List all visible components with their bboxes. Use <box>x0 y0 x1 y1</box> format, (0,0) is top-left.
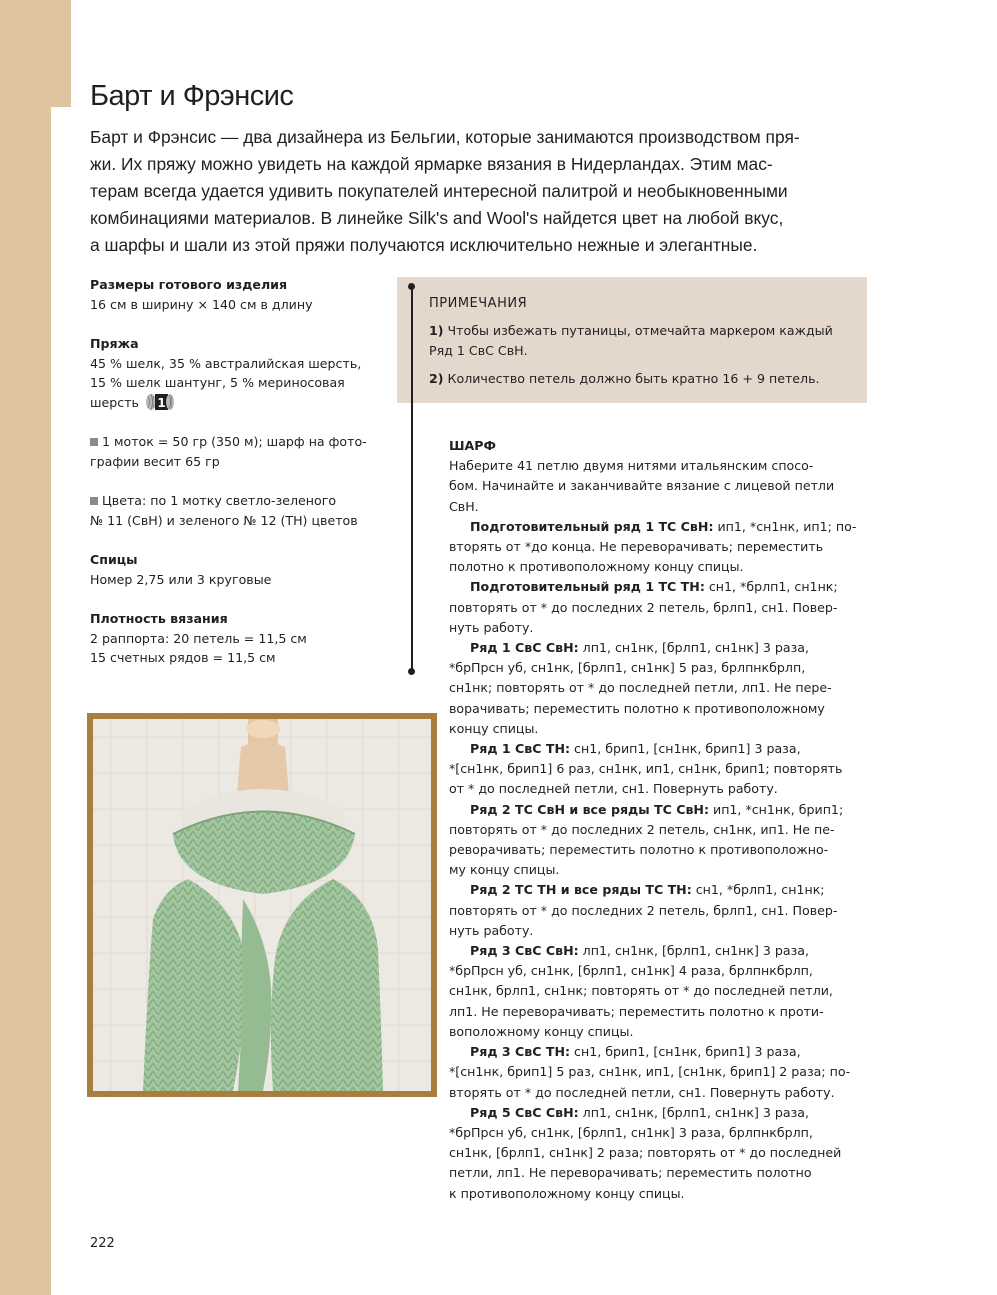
page-title: Барт и Фрэнсис <box>90 80 294 112</box>
needles-block <box>90 550 400 589</box>
yarn-heading: Пряжа <box>90 336 139 351</box>
note-text: Чтобы избежать путаницы, отмечайта маркером каждый <box>447 323 833 338</box>
intro-line: терам всегда удается удивить покупателей интересной палитрой и необыкновенными <box>90 181 788 201</box>
scarf-photo <box>87 713 437 1097</box>
note-text: Ряд 1 СвС СвН. <box>429 342 528 358</box>
scarf-line-text: лп1. Не переворачивать; переместить полотно к проти- <box>449 1003 824 1019</box>
row-label: Ряд 2 ТС ТН и все ряды ТС ТН: <box>470 882 692 898</box>
scarf-line-text: Наберите 41 петлю двумя нитями итальянским спосо- <box>449 458 814 474</box>
scarf-line <box>449 456 859 476</box>
needles-text: Номер 2,75 или 3 круговые <box>90 571 272 587</box>
scarf-line-text: сн1, брип1, [сн1нк, брип1] 3 раза, <box>570 741 801 757</box>
scarf-paragraph <box>449 1042 859 1103</box>
gauge-heading: Плотность вязания <box>90 611 228 626</box>
scarf-line-text: лп1, сн1нк, [брлп1, сн1нк] 3 раза, <box>578 640 810 656</box>
scarf-line <box>449 719 859 739</box>
row-label: Ряд 1 СвС СвН: <box>470 640 579 656</box>
scarf-line-text: петли, лп1. Не переворачивать; переместить полотно <box>449 1165 812 1181</box>
scarf-line <box>449 840 859 860</box>
scarf-line-text: ворачивать; переместить полотно к противоположному <box>449 700 825 716</box>
scarf-line-text: му концу спицы. <box>449 862 560 878</box>
scarf-illustration <box>93 719 431 1091</box>
scarf-line <box>449 476 859 496</box>
scarf-line <box>449 1022 859 1042</box>
yarn-block <box>90 334 400 412</box>
gauge-text: 15 счетных рядов = 11,5 см <box>90 650 276 665</box>
scarf-line-text: сн1нк, брлп1, сн1нк; повторять от * до последней петли, <box>449 983 833 999</box>
note-number: 2) <box>429 371 444 386</box>
row-label: Подготовительный ряд 1 ТС ТН: <box>470 579 705 595</box>
scarf-line <box>449 779 859 799</box>
row-label: Ряд 3 СвС СвН: <box>470 943 579 959</box>
scarf-line <box>449 497 859 517</box>
notes-title: ПРИМЕЧАНИЯ <box>429 296 528 311</box>
scarf-instructions <box>449 436 859 1204</box>
scarf-line <box>449 759 859 779</box>
colors-block <box>90 491 400 530</box>
scarf-line-text: лп1, сн1нк, [брлп1, сн1нк] 3 раза, <box>578 943 810 959</box>
scarf-line-text: полотно к противоположному концу спицы. <box>449 559 744 575</box>
note-item <box>429 321 859 360</box>
colors-text: № 11 (СвН) и зеленого № 12 (ТН) цветов <box>90 512 358 528</box>
scarf-line <box>449 800 859 820</box>
scarf-line <box>449 537 859 557</box>
scarf-line <box>449 1103 859 1123</box>
scarf-line-text: от * до последней петли, сн1. Повернуть работу. <box>449 781 778 797</box>
scarf-line-text: концу спицы. <box>449 720 539 736</box>
size-block <box>90 275 400 314</box>
divider-dot <box>408 283 415 290</box>
yarn-weight-badge: 1 <box>157 395 166 410</box>
amount-line <box>90 432 400 452</box>
scarf-line <box>449 739 859 759</box>
row-label: Ряд 5 СвС СвН: <box>470 1104 579 1120</box>
scarf-line <box>449 577 859 597</box>
size-heading: Размеры готового изделия <box>90 277 288 292</box>
scarf-line-text: бом. Начинайте и заканчивайте вязание с лицевой петли <box>449 478 835 494</box>
yarn-text-last <box>90 393 400 413</box>
row-label: Подготовительный ряд 1 ТС СвН: <box>470 518 714 534</box>
scarf-line-text: сн1, *брлп1, сн1нк; <box>691 882 825 898</box>
intro-line: жи. Их пряжу можно увидеть на каждой ярмарке вязания в Нидерландах. Этим мас- <box>90 154 773 174</box>
scarf-line <box>449 658 859 678</box>
page-number: 222 <box>90 1236 115 1251</box>
scarf-line-text: сн1, брип1, [сн1нк, брип1] 3 раза, <box>570 1044 801 1060</box>
scarf-line <box>449 1123 859 1143</box>
scarf-line <box>449 1184 859 1204</box>
scarf-paragraph <box>449 517 859 578</box>
colors-line <box>90 491 400 511</box>
scarf-line-text: ип1, *сн1нк, ип1; по- <box>713 518 857 534</box>
scarf-line-text: повторять от * до последних 2 петель, сн1нк, ип1. Не пе- <box>449 821 835 837</box>
scarf-paragraph <box>449 800 859 881</box>
scarf-line-text: СвН. <box>449 498 479 514</box>
needles-heading: Спицы <box>90 552 138 567</box>
scarf-line-text: ип1, *сн1нк, брип1; <box>709 801 844 817</box>
scarf-line-text: *брПрсн уб, сн1нк, [брлп1, сн1нк] 3 раза, брлпнкбрлп, <box>449 1124 813 1140</box>
scarf-line-text: лп1, сн1нк, [брлп1, сн1нк] 3 раза, <box>578 1104 810 1120</box>
scarf-line <box>449 1042 859 1062</box>
specs-column <box>90 275 400 688</box>
scarf-line <box>449 678 859 698</box>
scarf-line-text: *[сн1нк, брип1] 6 раз, сн1нк, ип1, сн1нк, брип1; повторять <box>449 761 843 777</box>
intro-paragraph <box>90 124 860 259</box>
scarf-line-text: *[сн1нк, брип1] 5 раз, сн1нк, ип1, [сн1нк, брип1] 2 раза; по- <box>449 1064 851 1080</box>
bullet-square-icon <box>90 497 98 505</box>
scarf-line <box>449 860 859 880</box>
yarn-text: 15 % шелк шантунг, 5 % мериносовая <box>90 375 345 390</box>
yarn-weight-icon <box>145 393 175 411</box>
scarf-line-text: воположному концу спицы. <box>449 1023 634 1039</box>
intro-line: Барт и Фрэнсис — два дизайнера из Бельгии, которые занимаются производством пря- <box>90 127 800 147</box>
scarf-line <box>449 820 859 840</box>
scarf-line <box>449 1163 859 1183</box>
scarf-line <box>449 618 859 638</box>
scarf-line-text: сн1нк; повторять от * до последней петли, лп1. Не пере- <box>449 680 832 696</box>
scarf-line-text: повторять от * до последних 2 петель, брлп1, сн1. Повер- <box>449 902 838 918</box>
size-text: 16 см в ширину × 140 см в длину <box>90 296 313 312</box>
scarf-line <box>449 699 859 719</box>
scarf-paragraph <box>449 638 859 739</box>
scarf-paragraph <box>449 577 859 638</box>
scarf-line <box>449 981 859 1001</box>
page-tab-band <box>51 0 71 107</box>
amount-text: графии весит 65 гр <box>90 453 220 469</box>
scarf-line-text: вторять от * до последней петли, сн1. Повернуть работу. <box>449 1084 835 1100</box>
scarf-line-text: *брПрсн уб, сн1нк, [брлп1, сн1нк] 5 раз, брлпнкбрлп, <box>449 660 806 676</box>
scarf-line <box>449 901 859 921</box>
scarf-line-text: к противоположному концу спицы. <box>449 1185 685 1201</box>
scarf-line <box>449 921 859 941</box>
scarf-line <box>449 598 859 618</box>
notes-body <box>429 321 859 398</box>
scarf-paragraph <box>449 456 859 517</box>
note-number: 1) <box>429 323 444 338</box>
gauge-block <box>90 609 400 668</box>
scarf-line <box>449 1143 859 1163</box>
scarf-line-text: сн1, *брлп1, сн1нк; <box>704 579 838 595</box>
scarf-line <box>449 517 859 537</box>
yarn-amount-block <box>90 432 400 471</box>
scarf-line-text: повторять от * до последних 2 петель, брлп1, сн1. Повер- <box>449 599 838 615</box>
divider-line <box>411 286 413 672</box>
colors-text: Цвета: по 1 мотку светло-зеленого <box>102 493 337 508</box>
scarf-line <box>449 941 859 961</box>
scarf-line <box>449 961 859 981</box>
scarf-line <box>449 880 859 900</box>
yarn-text: шерсть <box>90 394 139 410</box>
row-label: Ряд 2 ТС СвН и все ряды ТС СвН: <box>470 801 709 817</box>
scarf-line-text: нуть работу. <box>449 922 534 938</box>
notes-box <box>397 277 867 403</box>
row-label: Ряд 1 СвС ТН: <box>470 741 571 757</box>
gauge-text: 2 раппорта: 20 петель = 11,5 см <box>90 630 307 646</box>
note-item <box>429 369 859 389</box>
scarf-line-text: реворачивать; переместить полотно к противоположно- <box>449 842 829 858</box>
intro-line: комбинациями материалов. В линейке Silk's and Wool's найдется цвет на любой вкус, <box>90 208 784 228</box>
divider-dot <box>408 668 415 675</box>
yarn-text: 45 % шелк, 35 % австралийская шерсть, <box>90 355 362 371</box>
scarf-line <box>449 1083 859 1103</box>
scarf-line-text: *брПрсн уб, сн1нк, [брлп1, сн1нк] 4 раза, брлпнкбрлп, <box>449 963 813 979</box>
scarf-line <box>449 557 859 577</box>
intro-line: а шарфы и шали из этой пряжи получаются исключительно нежные и элегантные. <box>90 235 758 255</box>
page-side-band <box>0 0 51 1295</box>
scarf-line <box>449 638 859 658</box>
scarf-paragraph <box>449 739 859 800</box>
bullet-square-icon <box>90 438 98 446</box>
scarf-line-text: нуть работу. <box>449 619 534 635</box>
note-text: Количество петель должно быть кратно 16 + 9 петель. <box>447 371 820 386</box>
scarf-paragraphs <box>449 456 859 1204</box>
scarf-line <box>449 1002 859 1022</box>
scarf-paragraph <box>449 941 859 1042</box>
row-label: Ряд 3 СвС ТН: <box>470 1044 571 1060</box>
scarf-line-text: сн1нк, [брлп1, сн1нк] 2 раза; повторять от * до последней <box>449 1145 842 1161</box>
scarf-line <box>449 1062 859 1082</box>
scarf-paragraph <box>449 880 859 941</box>
amount-text: 1 моток = 50 гр (350 м); шарф на фото- <box>102 434 367 449</box>
scarf-heading: ШАРФ <box>449 438 497 453</box>
scarf-paragraph <box>449 1103 859 1204</box>
scarf-line-text: вторять от *до конца. Не переворачивать; переместить <box>449 539 824 555</box>
